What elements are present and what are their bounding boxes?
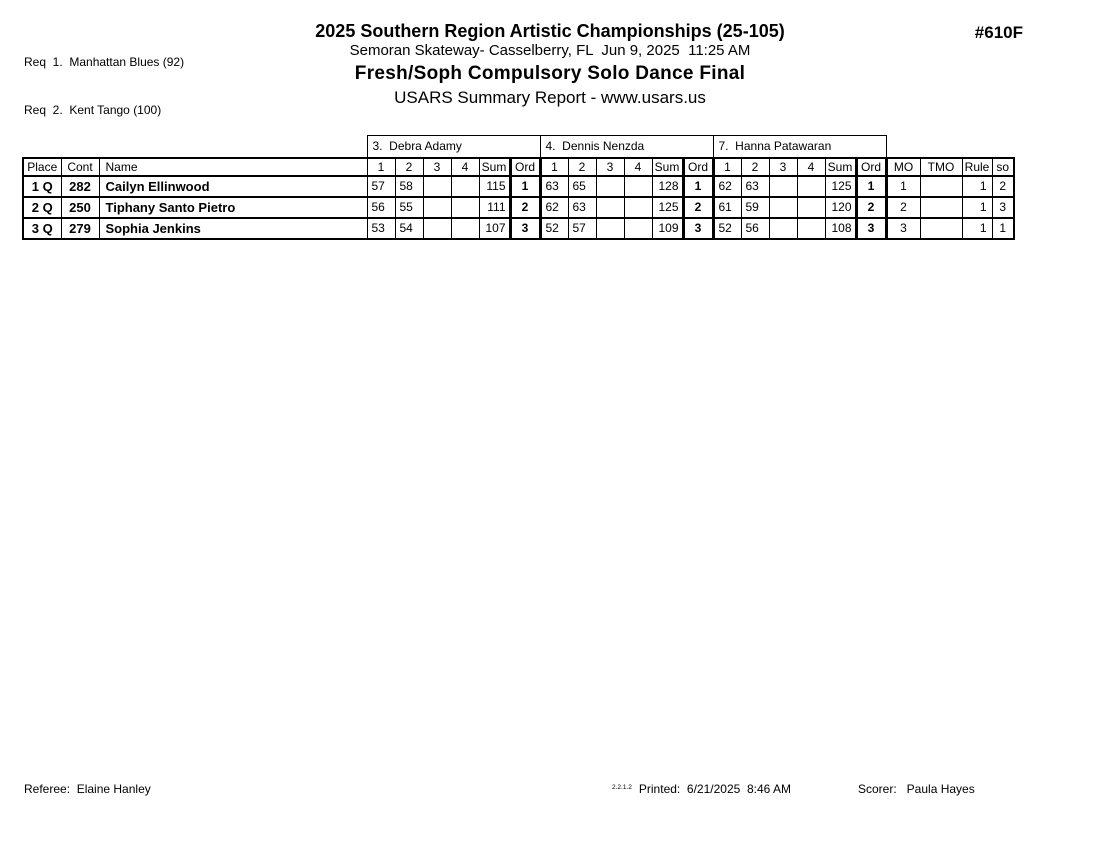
column-header-score2: 2 xyxy=(395,158,423,176)
ordinal-cell: 3 xyxy=(683,218,713,239)
score-cell: 52 xyxy=(540,218,568,239)
sum-cell: 128 xyxy=(652,176,683,197)
score-cell xyxy=(423,176,451,197)
score-cell xyxy=(423,197,451,218)
column-header-name: Name xyxy=(99,158,367,176)
majority-ordinal-cell: 1 xyxy=(886,176,920,197)
score-cell xyxy=(596,176,624,197)
score-cell: 63 xyxy=(568,197,596,218)
place-cell: 2 Q xyxy=(23,197,61,218)
competition-title: 2025 Southern Region Artistic Championships (25-105) xyxy=(315,21,785,41)
judge-header-row xyxy=(23,136,1014,158)
column-header-ord: Ord xyxy=(510,158,540,176)
skater-name-cell: Tiphany Santo Pietro xyxy=(99,197,367,218)
score-cell: 62 xyxy=(540,197,568,218)
score-cell xyxy=(451,176,479,197)
score-cell xyxy=(596,218,624,239)
judge-name-cell: 3. Debra Adamy xyxy=(367,136,540,158)
column-header-so: so xyxy=(992,158,1014,176)
column-header-tmo: TMO xyxy=(920,158,962,176)
sum-cell: 109 xyxy=(652,218,683,239)
sum-cell: 120 xyxy=(825,197,856,218)
score-cell xyxy=(769,176,797,197)
event-title: Fresh/Soph Compulsory Solo Dance Final xyxy=(354,63,746,84)
sum-cell: 111 xyxy=(479,197,510,218)
majority-ordinal-cell: 2 xyxy=(886,197,920,218)
so-cell: 1 xyxy=(992,218,1014,239)
score-cell: 57 xyxy=(367,176,395,197)
column-header-ord: Ord xyxy=(683,158,713,176)
scorer-label: Scorer: Paula Hayes xyxy=(858,782,975,796)
score-cell xyxy=(596,197,624,218)
column-header-score4: 4 xyxy=(797,158,825,176)
printed-timestamp: Printed: 6/21/2025 8:46 AM xyxy=(638,782,791,796)
score-cell xyxy=(769,197,797,218)
column-header-score3: 3 xyxy=(423,158,451,176)
score-cell xyxy=(797,197,825,218)
score-cell: 56 xyxy=(367,197,395,218)
sum-cell: 108 xyxy=(825,218,856,239)
rule-cell: 1 xyxy=(962,218,992,239)
score-cell: 57 xyxy=(568,218,596,239)
ordinal-cell: 1 xyxy=(683,176,713,197)
requirement-item: Req 2. Kent Tango (100) xyxy=(24,103,162,117)
score-cell: 54 xyxy=(395,218,423,239)
column-header-sum: Sum xyxy=(825,158,856,176)
score-cell: 65 xyxy=(568,176,596,197)
contestant-number-cell: 279 xyxy=(61,218,99,239)
column-header-ord: Ord xyxy=(856,158,886,176)
score-cell: 61 xyxy=(713,197,741,218)
ordinal-cell: 2 xyxy=(856,197,886,218)
so-cell: 3 xyxy=(992,197,1014,218)
score-cell: 55 xyxy=(395,197,423,218)
requirement-item: Req 1. Manhattan Blues (92) xyxy=(24,55,185,69)
score-cell xyxy=(769,218,797,239)
event-number: #610F xyxy=(974,23,1023,42)
score-cell: 56 xyxy=(741,218,769,239)
column-header-score3: 3 xyxy=(596,158,624,176)
judge-name-cell: 4. Dennis Nenzda xyxy=(540,136,713,158)
column-header-score1: 1 xyxy=(713,158,741,176)
column-header-cont: Cont xyxy=(61,158,99,176)
ordinal-cell: 3 xyxy=(856,218,886,239)
column-header-place: Place xyxy=(23,158,61,176)
tmo-cell xyxy=(920,218,962,239)
ordinal-cell: 1 xyxy=(856,176,886,197)
column-header-score1: 1 xyxy=(367,158,395,176)
score-cell: 59 xyxy=(741,197,769,218)
score-cell xyxy=(451,218,479,239)
score-cell: 53 xyxy=(367,218,395,239)
rule-cell: 1 xyxy=(962,197,992,218)
majority-ordinal-cell: 3 xyxy=(886,218,920,239)
column-header-sum: Sum xyxy=(652,158,683,176)
column-header-score1: 1 xyxy=(540,158,568,176)
column-header-rule: Rule xyxy=(962,158,992,176)
score-cell xyxy=(451,197,479,218)
contestant-number-cell: 282 xyxy=(61,176,99,197)
print-version-label: 2.2.1.2 xyxy=(612,784,632,791)
ordinal-cell: 1 xyxy=(510,176,540,197)
results-table-container xyxy=(22,135,1015,240)
contestant-number-cell: 250 xyxy=(61,197,99,218)
sum-cell: 125 xyxy=(825,176,856,197)
score-cell: 52 xyxy=(713,218,741,239)
table-row xyxy=(23,176,1014,197)
judge-row-spacer xyxy=(886,136,1014,158)
column-header-score4: 4 xyxy=(624,158,652,176)
so-cell: 2 xyxy=(992,176,1014,197)
sum-cell: 115 xyxy=(479,176,510,197)
column-header-score2: 2 xyxy=(568,158,596,176)
rule-cell: 1 xyxy=(962,176,992,197)
score-cell xyxy=(423,218,451,239)
column-header-sum: Sum xyxy=(479,158,510,176)
table-row xyxy=(23,218,1014,239)
report-header xyxy=(0,21,1100,109)
sum-cell: 125 xyxy=(652,197,683,218)
score-cell xyxy=(797,218,825,239)
skater-name-cell: Cailyn Ellinwood xyxy=(99,176,367,197)
place-cell: 3 Q xyxy=(23,218,61,239)
judge-name-cell: 7. Hanna Patawaran xyxy=(713,136,886,158)
score-cell xyxy=(797,176,825,197)
column-header-row xyxy=(23,158,1014,176)
score-cell: 63 xyxy=(741,176,769,197)
tmo-cell xyxy=(920,176,962,197)
score-cell xyxy=(624,218,652,239)
report-type-line: USARS Summary Report - www.usars.us xyxy=(394,88,706,107)
skater-name-cell: Sophia Jenkins xyxy=(99,218,367,239)
column-header-score4: 4 xyxy=(451,158,479,176)
score-cell: 62 xyxy=(713,176,741,197)
score-cell: 63 xyxy=(540,176,568,197)
sum-cell: 107 xyxy=(479,218,510,239)
score-cell: 58 xyxy=(395,176,423,197)
score-cell xyxy=(624,176,652,197)
referee-label: Referee: Elaine Hanley xyxy=(24,782,151,796)
score-cell xyxy=(624,197,652,218)
column-header-score2: 2 xyxy=(741,158,769,176)
column-header-score3: 3 xyxy=(769,158,797,176)
tmo-cell xyxy=(920,197,962,218)
ordinal-cell: 3 xyxy=(510,218,540,239)
ordinal-cell: 2 xyxy=(683,197,713,218)
ordinal-cell: 2 xyxy=(510,197,540,218)
venue-date-line: Semoran Skateway- Casselberry, FL Jun 9, 2025 11:25 AM xyxy=(349,42,751,59)
place-cell: 1 Q xyxy=(23,176,61,197)
printed-label xyxy=(612,782,791,796)
table-row xyxy=(23,197,1014,218)
results-table xyxy=(22,135,1015,240)
judge-row-spacer xyxy=(23,136,367,158)
column-header-mo: MO xyxy=(886,158,920,176)
